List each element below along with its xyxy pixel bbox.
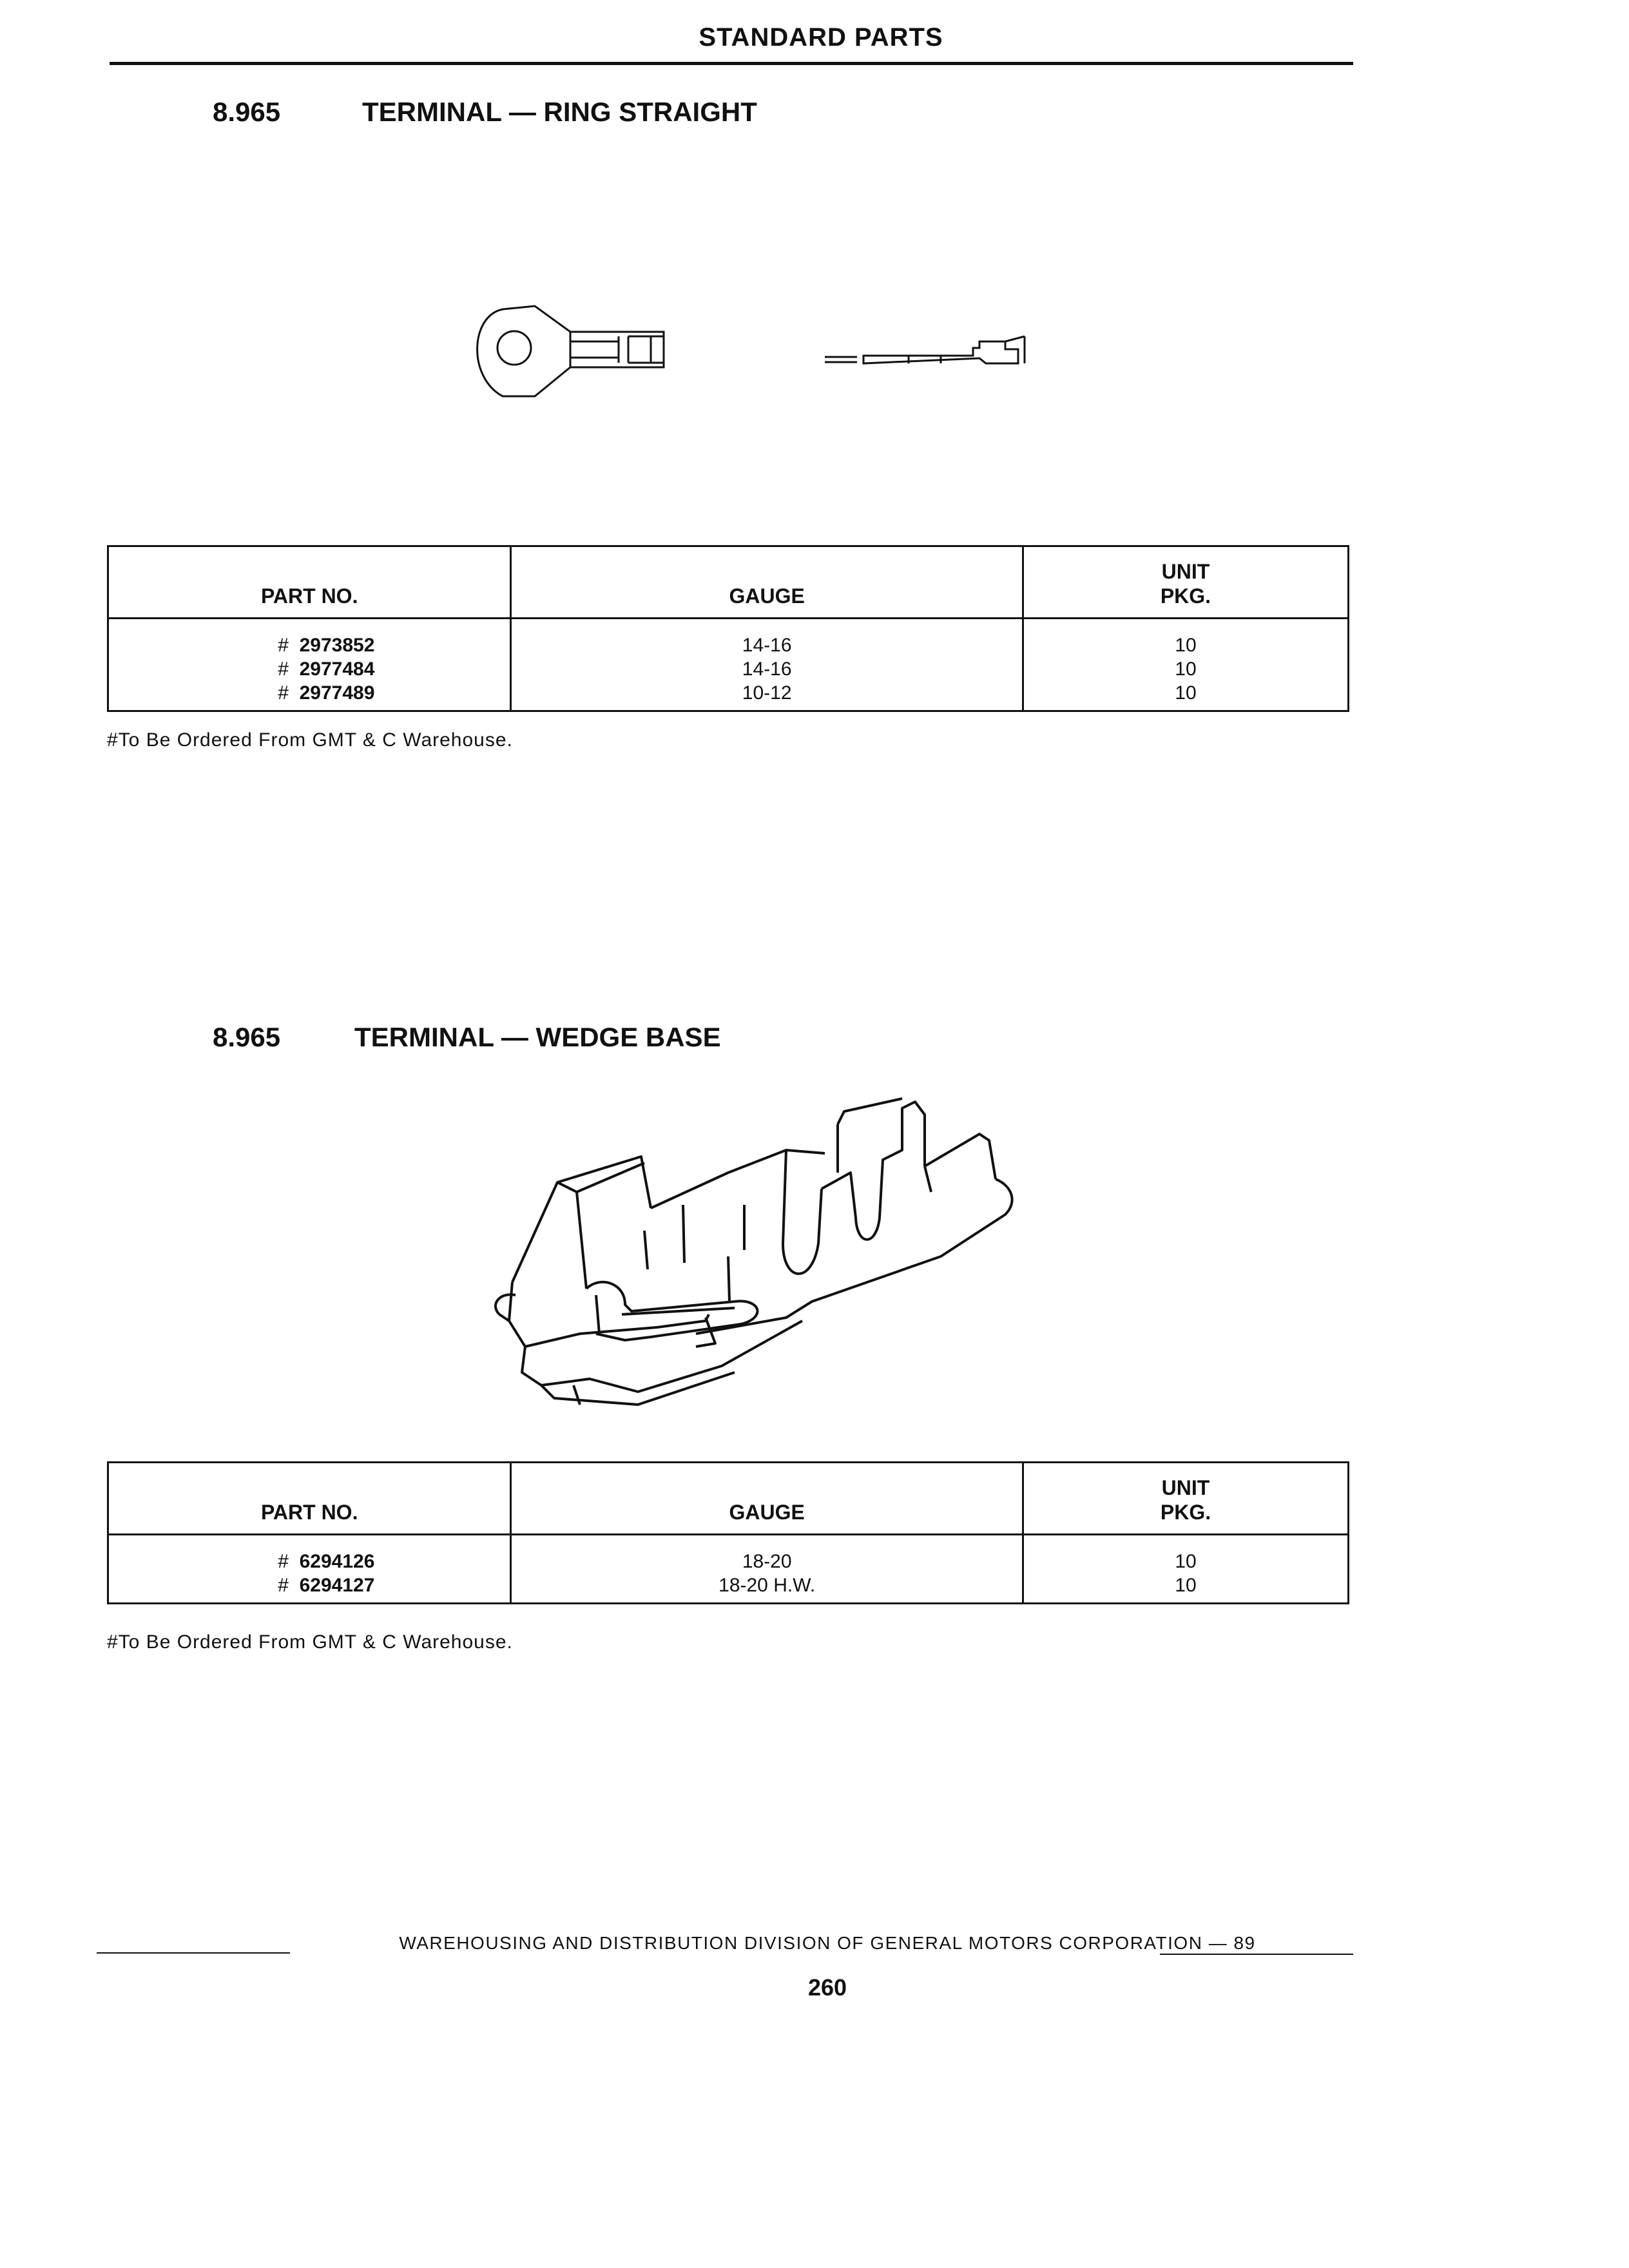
page-header [0,23,1629,52]
section-number: 8.965 [213,97,281,127]
col-header-gauge: GAUGE [511,1463,1023,1535]
part-no-cell [108,619,511,711]
gauge-item: 14-16 [742,635,792,656]
unit-item: 10 [1175,682,1197,704]
gauge-item: 18-20 H.W. [718,1575,816,1596]
table-body-row [108,619,1349,711]
col-header-gauge: GAUGE [511,546,1023,619]
col-header-unit-pkg: UNIT PKG. [1023,1463,1348,1535]
gauge-item: 14-16 [742,658,792,680]
unit-pkg-cell [1023,1535,1348,1604]
section-title: TERMINAL — RING STRAIGHT [362,97,757,127]
ring-terminal-illustration [464,296,1057,406]
parts-table-ring-straight [107,545,1349,712]
section-title: TERMINAL — WEDGE BASE [354,1022,721,1052]
footnote-ring-straight: #To Be Ordered From GMT & C Warehouse. [107,729,513,751]
part-no-item: # 2977484 [278,658,375,680]
unit-pkg-cell [1023,619,1348,711]
unit-item: 10 [1175,658,1197,680]
wedge-base-terminal-illustration [451,1089,1044,1424]
gauge-cell [511,1535,1023,1604]
gauge-item: 10-12 [742,682,792,704]
col-header-part-no: PART NO. [108,1463,511,1535]
col-header-part-no: PART NO. [108,546,511,619]
table-body-row [108,1535,1349,1604]
page-title: STANDARD PARTS [699,23,943,52]
part-no-item: # 6294126 [278,1551,375,1572]
footer-text: WAREHOUSING AND DISTRIBUTION DIVISION OF GENERAL MOTORS CORPORATION — 89 [399,1933,1256,1953]
parts-table-wedge-base [107,1461,1349,1604]
header-divider [110,62,1353,65]
part-no-item: # 2973852 [278,635,375,656]
unit-item: 10 [1175,1575,1197,1596]
part-no-item: # 6294127 [278,1575,375,1596]
col-header-unit-pkg: UNIT PKG. [1023,546,1348,619]
page-number: 260 [807,1974,847,2001]
unit-item: 10 [1175,1551,1197,1572]
section-heading-wedge-base [213,1022,721,1053]
table-header-row [108,1463,1349,1535]
footnote-wedge-base: #To Be Ordered From GMT & C Warehouse. [107,1631,513,1653]
table-header-row [108,546,1349,619]
part-no-cell [108,1535,511,1604]
gauge-cell [511,619,1023,711]
gauge-item: 18-20 [742,1551,792,1572]
footer-rule-right [1160,1954,1353,1955]
part-no-item: # 2977489 [278,682,375,704]
section-number: 8.965 [213,1022,281,1052]
section-heading-ring-straight [213,97,757,128]
unit-item: 10 [1175,635,1197,656]
